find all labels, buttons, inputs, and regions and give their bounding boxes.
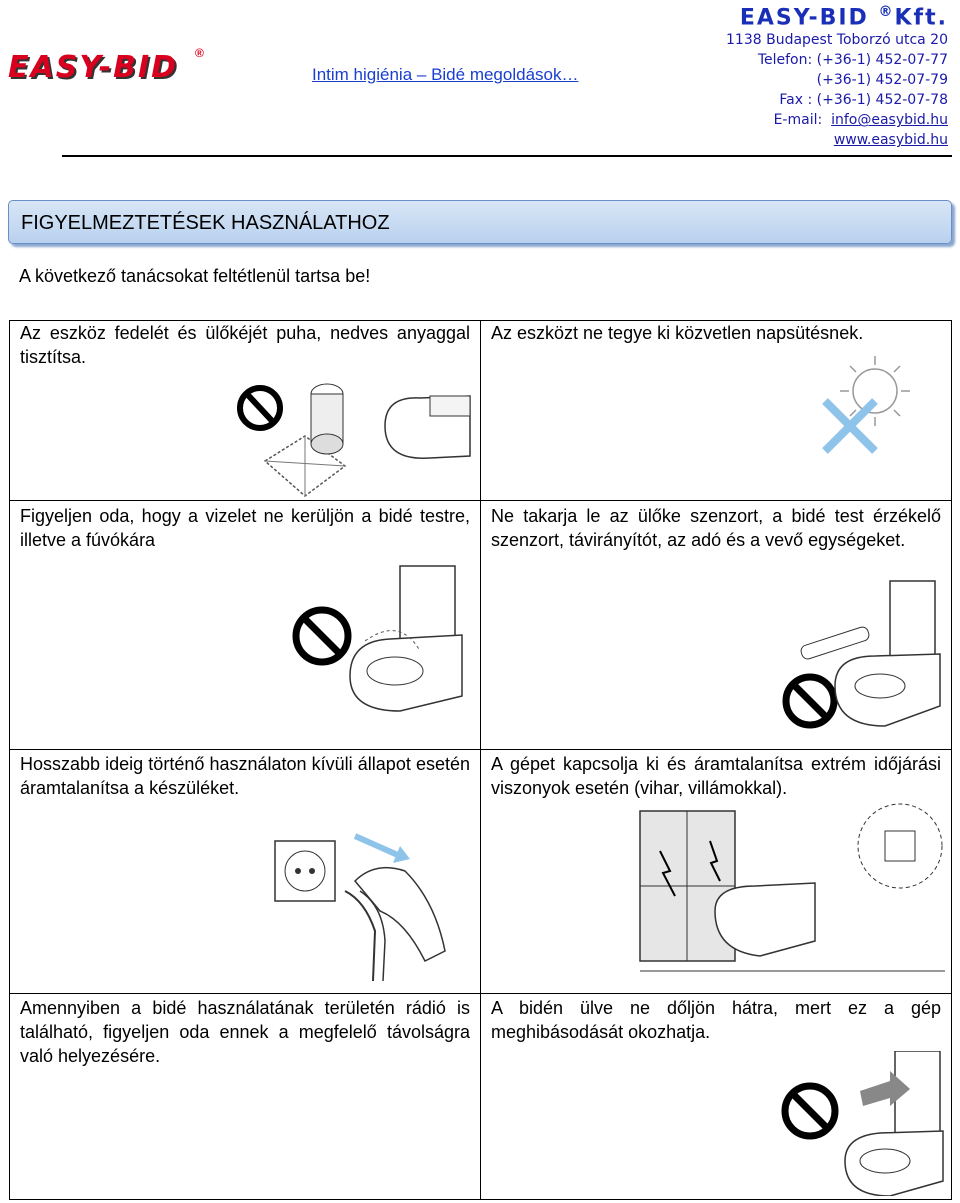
header-divider (62, 155, 952, 157)
page-title: FIGYELMEZTETÉSEK HASZNÁLATHOZ (8, 200, 952, 244)
urine-prohibited-icon (290, 561, 470, 731)
easybid-logo: EASY-BID (8, 50, 179, 85)
lean-back-prohibited-icon (775, 1051, 945, 1196)
company-info (726, 4, 948, 150)
warning-text-1: Az eszköz fedelét és ülőkéjét puha, nedves anyaggal tisztítsa. (20, 323, 470, 367)
warnings-table (9, 320, 952, 1200)
intro-text: A következő tanácsokat feltétlenül tartsa be! (19, 266, 371, 286)
warning-text-6: A gépet kapcsolja ki és áramtalanítsa extrém időjárási viszonyok esetén (vihar, villámokkal). (491, 754, 941, 798)
table-row-divider (10, 993, 951, 994)
unplug-icon (265, 821, 455, 991)
company-address: 1138 Budapest Toborzó utca 20 (726, 32, 948, 49)
email-link[interactable]: info@easybid.hu (831, 112, 948, 129)
company-name: EASY-BID ®Kft. (739, 4, 948, 31)
warning-text-4: Ne takarja le az ülőke szenzort, a bidé test érzékelő szenzort, távirányítót, az adó és a vevő egységeket. (491, 506, 941, 550)
company-fax: Fax : (+36-1) 452-07-78 (779, 92, 948, 109)
logo-registered-mark: ® (195, 46, 204, 60)
website-link[interactable]: www.easybid.hu (833, 132, 948, 149)
cloth-cleaning-prohibited-icon (235, 366, 475, 501)
table-row-divider (10, 500, 951, 501)
table-row-divider (10, 749, 951, 750)
warning-text-3: Figyeljen oda, hogy a vizelet ne kerüljön a bidé testre, illetve a fúvókára (20, 506, 470, 550)
company-website-row (726, 130, 948, 150)
warning-text-2: Az eszközt ne tegye ki közvetlen napsütésnek. (491, 323, 864, 343)
tagline-link[interactable]: Intim higiénia – Bidé megoldások… (312, 65, 579, 84)
sensor-cover-prohibited-icon (775, 576, 945, 741)
company-email-row: E-mail: info@easybid.hu (773, 112, 948, 129)
warning-text-7: Amennyiben a bidé használatának területén rádió is található, figyeljen oda ennek a megfelelő távolságra való helyezésére. (20, 998, 470, 1066)
warning-text-8: A bidén ülve ne dőljön hátra, mert ez a gép meghibásodását okozhatja. (491, 998, 941, 1042)
table-column-divider (480, 321, 481, 1199)
company-phone-2: (+36-1) 452-07-79 (816, 72, 948, 89)
company-phone-1: Telefon: (+36-1) 452-07-77 (757, 52, 948, 69)
warning-text-5: Hosszabb ideig történő használaton kívüli állapot esetén áramtalanítsa a készüléket. (20, 754, 470, 798)
sun-prohibited-icon (805, 351, 925, 471)
storm-unplug-icon (635, 801, 950, 981)
